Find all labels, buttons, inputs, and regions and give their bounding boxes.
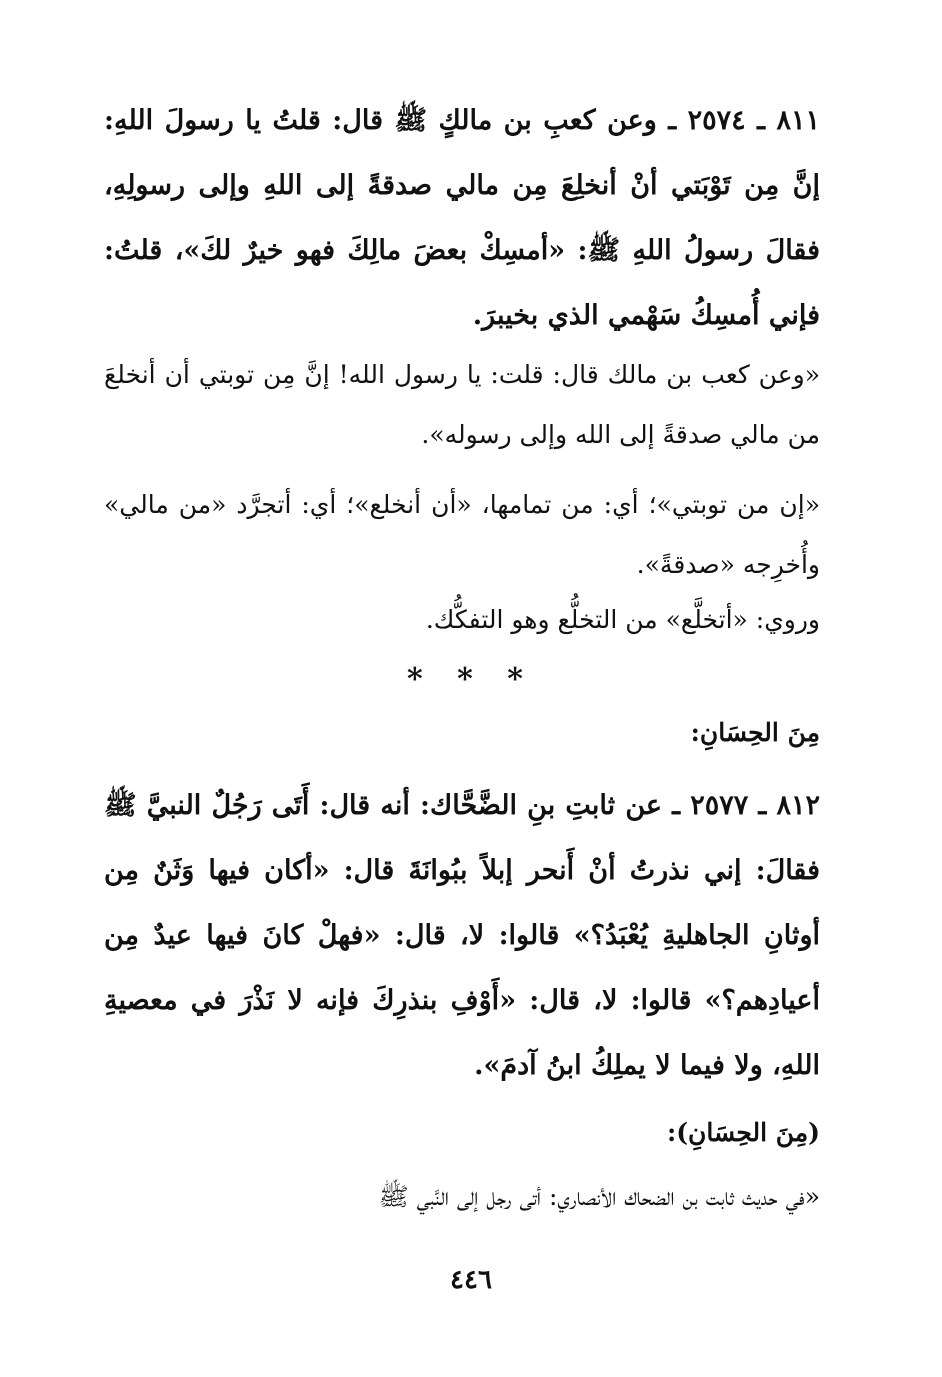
commentary-paragraph-3: وروي: «أتخلَّع» من التخلُّع وهو التفكُّك. [425,605,820,634]
commentary-heading-hisan: (مِنَ الحِسَانِ): [667,1118,820,1147]
commentary-paragraph-2: «إن من توبتي»؛ أي: من تمامها، «أن أنخلع»؛ أي: أتجرَّد «من مالي» وأُخرِجه «صدقةً». [104,490,820,579]
commentary-paragraph-1: «وعن كعب بن مالك قال: قلت: يا رسول الله! إنَّ مِن توبتي أن أنخلعَ من مالي صدقةً إلى الله وإلى رسوله». [104,360,820,449]
hadith-812: ٨١٢ ـ ٢٥٧٧ ـ عن ثابتِ بنِ الضَّحَّاك: أنه قال: أَتَى رَجُلٌ النبيَّ ﷺ فقالَ: إني نذرتُ أنْ أَنحر إبلاً ببُوانَةَ قال: «أكان فيها وَثَنٌ مِن أوثانِ الجاهليةِ يُعْبَدُ؟» قالوا: لا، قال: «فهلْ كانَ فيها عيدٌ مِن أعيادِهم؟» قالوا: لا، قال: «أَوْفِ بنذرِكَ فإنه لا نَذْرَ في معصيةِ اللهِ، ولا فيما لا يملِكُ ابنُ آدمَ». [104,790,821,1081]
section-separator: * * * [407,662,535,697]
hadith-811: ٨١١ ـ ٢٥٧٤ ـ وعن كعبِ بن مالكٍ ﷺ قال: قلتُ يا رسولَ اللهِ: إنَّ مِن تَوْبَتي أنْ أنخلِعَ مِن مالي صدقةً إلى اللهِ وإلى رسولِهِ، فقالَ رسولُ اللهِ ﷺ: «أمسِكْ بعضَ مالِكَ فهو خيرٌ لكَ»، قلتُ: فإني أُمسِكُ سَهْمي الذي بخيبرَ. [104,105,820,331]
section-heading-hisan: مِنَ الحِسَانِ: [690,718,820,747]
page-number: ٤٤٦ [450,1265,492,1295]
commentary-paragraph-4: «في حديث ثابت بن الضحاك الأنصاري: أتى رجل إلى النَّبي ﷺ [378,1182,820,1211]
